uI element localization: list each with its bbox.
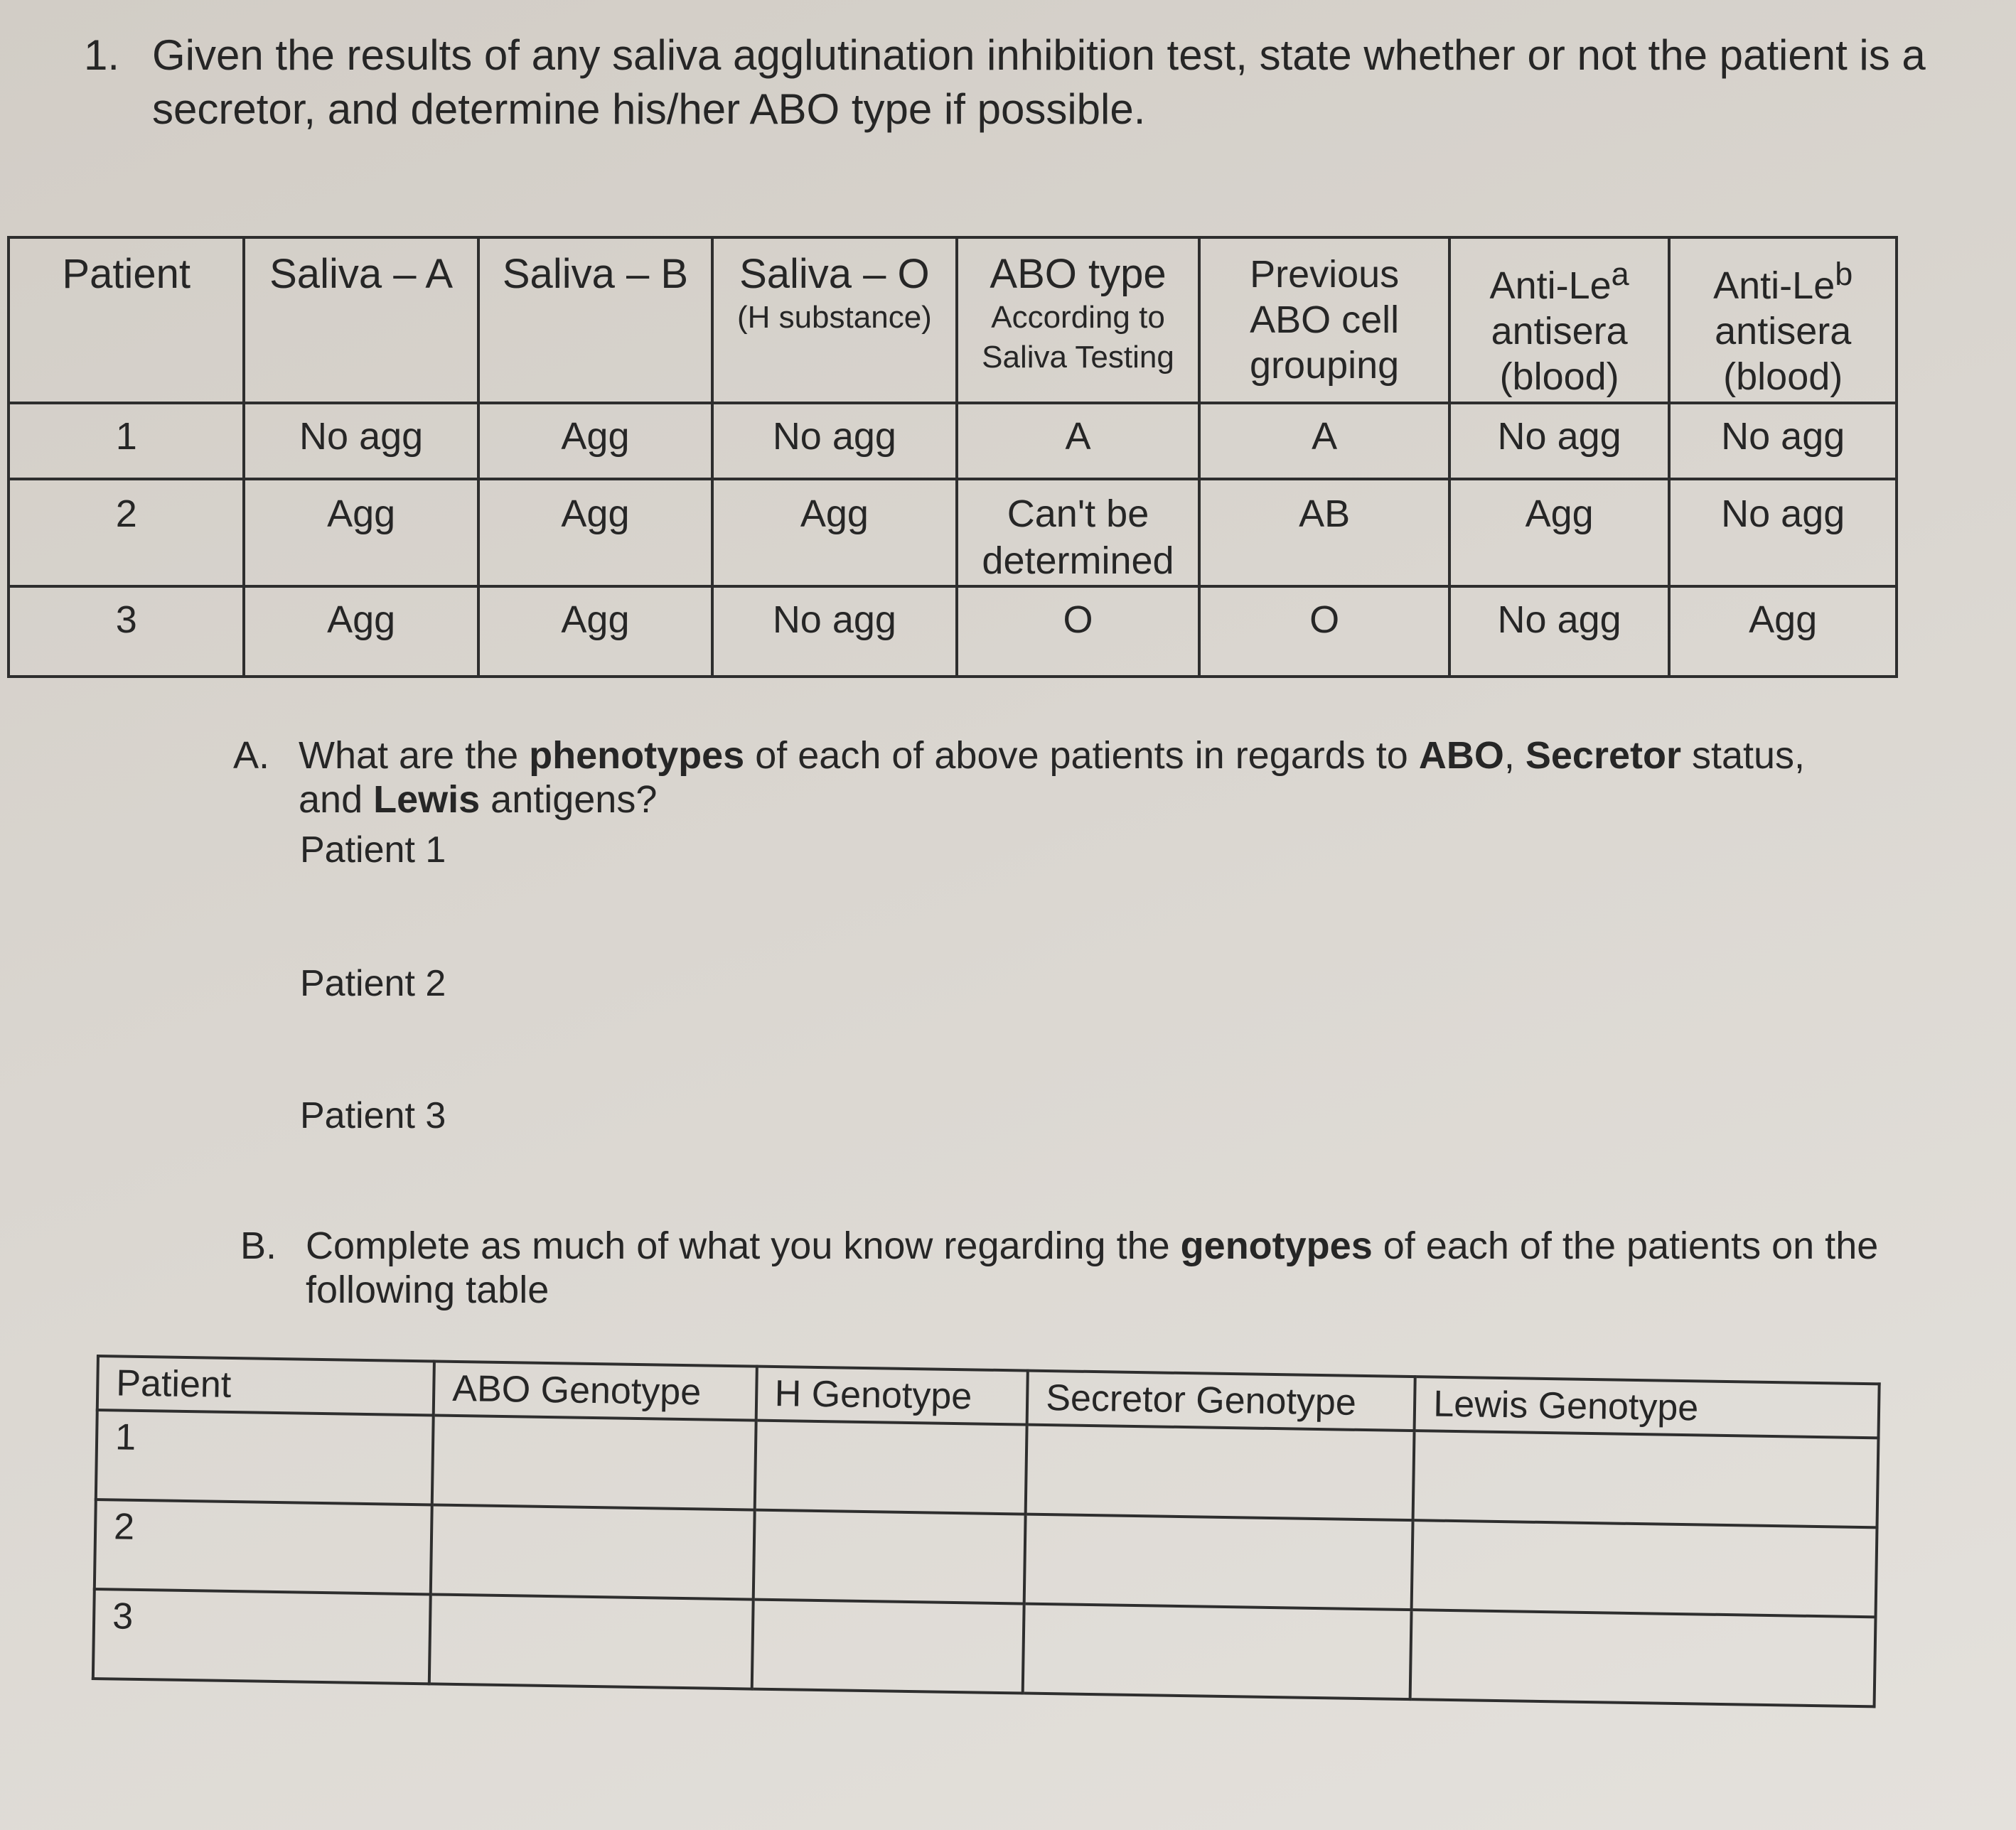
answer-cell[interactable] [432,1415,756,1509]
answer-cell[interactable] [1026,1425,1415,1521]
header-anti-lea: Anti-Le$^a$ antisera (blood) [1449,237,1670,403]
table-cell-patient: 2 [95,1500,432,1594]
table-row [9,586,1897,677]
table-cell: 3 [9,586,244,677]
table-cell: Agg [478,403,712,479]
table-cell: Can't be determined [957,479,1200,586]
header-patient: Patient [97,1356,434,1415]
header-anti-leb: Anti-Le$^b$ antisera (blood) [1669,237,1897,403]
table-cell: Agg [244,586,478,677]
table-cell: A [957,403,1200,479]
table-cell: Agg [1449,479,1670,586]
answer-cell[interactable] [1413,1431,1879,1527]
table-cell: 1 [9,403,244,479]
genotype-table-wrapper [92,1355,1881,1708]
question-a-text: What are the phenotypes of each of above patients in regards to ABO, Secretor status, and Lewis antigens? [299,734,1806,821]
answer-cell[interactable] [431,1505,754,1599]
table-cell: No agg [712,586,957,677]
table-cell: No agg [1449,403,1670,479]
table-cell: O [1199,586,1449,677]
table-cell: Agg [712,479,957,586]
question-1-number: 1. [84,31,120,79]
table-cell: A [1199,403,1449,479]
table-cell: Agg [244,479,478,586]
answer-cell[interactable] [1024,1514,1413,1610]
table-header-row [9,237,1897,403]
answer-cell[interactable] [1023,1604,1412,1700]
header-secretor-genotype: Secretor Genotype [1027,1371,1415,1431]
table-cell: Agg [1669,586,1897,677]
question-b-label: B. [240,1225,277,1267]
table-cell: No agg [712,403,957,479]
saliva-results-table [7,236,1898,678]
table-cell: No agg [1669,479,1897,586]
header-saliva-a: Saliva – A [244,237,478,403]
patient-3-label: Patient 3 [300,1095,446,1136]
header-h-genotype: H Genotype [756,1367,1028,1425]
table-cell: Agg [478,479,712,586]
question-a-label: A. [233,734,270,777]
table-cell: 2 [9,479,244,586]
header-saliva-b: Saliva – B [478,237,712,403]
answer-cell[interactable] [429,1594,753,1689]
header-patient: Patient [9,237,244,403]
table-cell: Agg [478,586,712,677]
header-lewis-genotype: Lewis Genotype [1415,1377,1880,1438]
table-row [9,403,1897,479]
answer-cell[interactable] [753,1510,1026,1604]
answer-cell[interactable] [1410,1610,1876,1706]
table-cell: AB [1199,479,1449,586]
header-abo-type: ABO type According to Saliva Testing [957,237,1200,403]
header-saliva-o: Saliva – O (H substance) [712,237,957,403]
table-cell: No agg [1449,586,1670,677]
table-row [9,479,1897,586]
table-cell: No agg [244,403,478,479]
question-b-text: Complete as much of what you know regarding the genotypes of each of the patients on the following table [306,1225,1879,1311]
table-cell-patient: 1 [96,1410,434,1505]
table-cell: O [957,586,1200,677]
answer-cell[interactable] [1412,1520,1877,1617]
question-1-text: Given the results of any saliva agglutination inhibition test, state whether or not the patient is a secretor, and determine his/her ABO type if possible. [152,31,1926,133]
genotype-table [92,1355,1881,1708]
table-cell: No agg [1669,403,1897,479]
header-previous-abo: Previous ABO cell grouping [1199,237,1449,403]
answer-cell[interactable] [754,1421,1027,1514]
table-cell-patient: 3 [93,1589,431,1684]
answer-cell[interactable] [751,1600,1024,1694]
patient-1-label: Patient 1 [300,829,446,871]
header-abo-genotype: ABO Genotype [434,1361,757,1420]
patient-2-label: Patient 2 [300,963,446,1004]
